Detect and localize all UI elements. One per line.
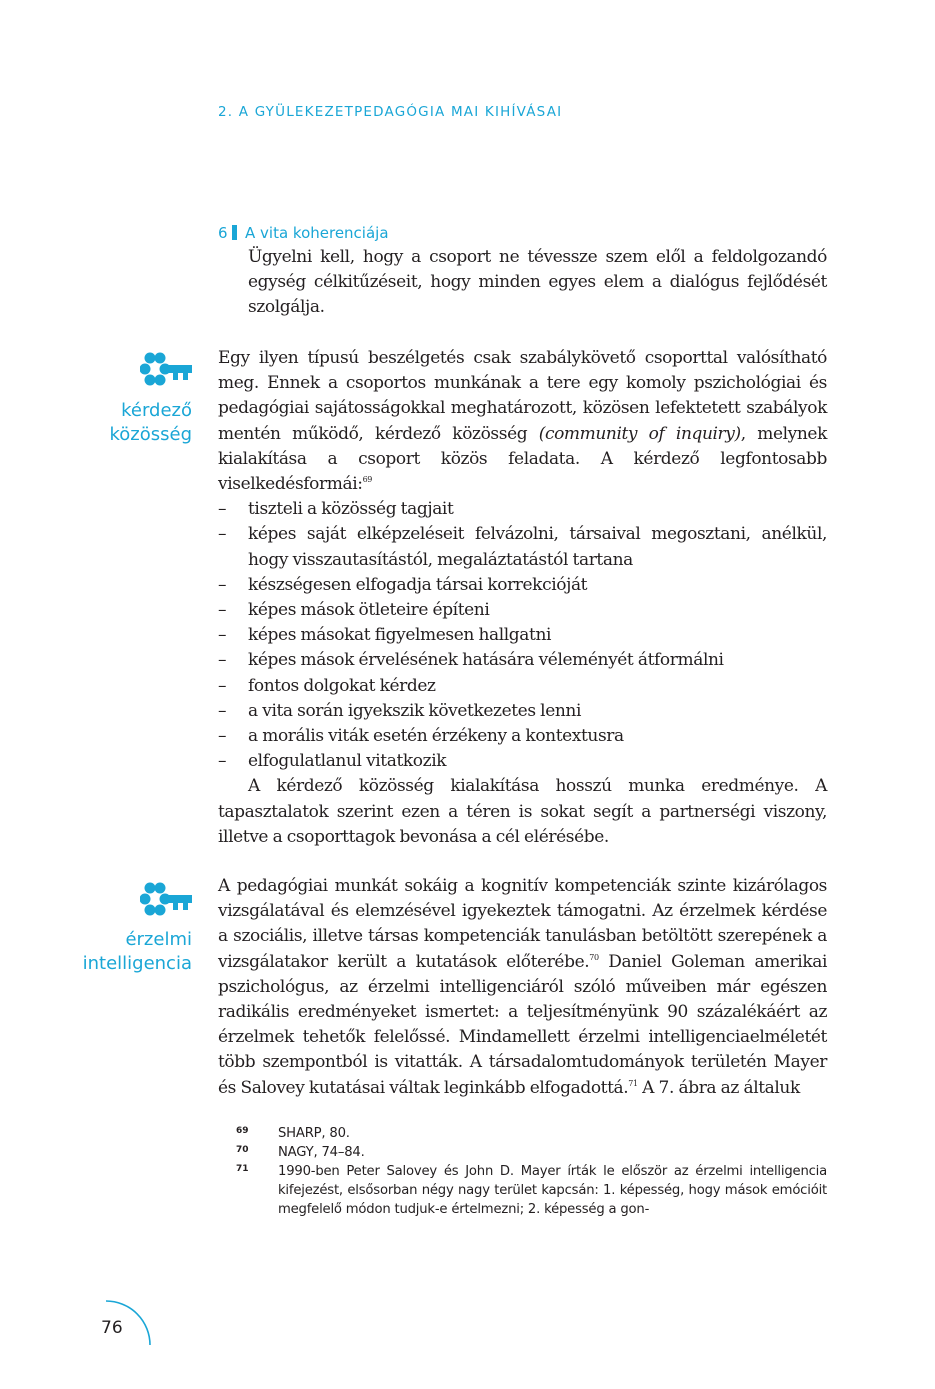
section-text (248, 245, 827, 321)
margin-note-community: kérdező közösség (109, 400, 192, 445)
footnote-ref-69[interactable]: 69 (362, 475, 372, 485)
footnote-71 (236, 1162, 827, 1219)
list-item: – tiszteli a közösség tagjait (218, 497, 827, 522)
main-text-block-2 (218, 874, 827, 1101)
list-item: – képes saját elképzeléseit felvázolni, társaival megosztani, anélkül, hogy visszautasítástól, megaláztatástól tartana (218, 522, 827, 572)
key-icon (140, 350, 192, 388)
footnote-ref-71[interactable]: 71 (628, 1078, 638, 1088)
list-item: – fontos dolgokat kérdez (218, 674, 827, 699)
paragraph-conclusion: A kérdező közösség kialakítása hosszú munka eredménye. A tapasztalatok szerint ezen a téren is sokat segít a partnerségi viszony, illetve a csoporttagok bevonása a cél elérésébe. (218, 776, 827, 847)
footnote-number: 70 (236, 1145, 249, 1155)
footnote-text: 1990-ben Peter Salovey és John D. Mayer írták le először az érzelmi intelligencia kifejezést, elsősorban négy nagy terület kapcsán: 1. képesség, hogy mások emócióit megfelelő módon tudjuk-e értelmezni; 2. képesség a gon- (278, 1164, 827, 1217)
footnote-ref-70[interactable]: 70 (589, 952, 599, 962)
footnote-number: 71 (236, 1164, 249, 1174)
footnote-text: SHARP, 80. (278, 1126, 350, 1141)
section-paragraph: Ügyelni kell, hogy a csoport ne tévessze szem elől a feldolgozandó egység célkitűzéseit, hogy minden egyes elem a dialógus fejlődését szolgálja. (248, 247, 827, 318)
list-item: – elfogulatlanul vitatkozik (218, 749, 827, 774)
section-number: 6 (218, 224, 228, 242)
running-head: 2. A GYÜLEKEZETPEDAGÓGIA MAI KIHÍVÁSAI (218, 104, 563, 120)
behaviour-list (218, 497, 827, 774)
list-item: – képes másokat figyelmesen hallgatni (218, 623, 827, 648)
section-heading (218, 224, 389, 242)
margin-note-emotional-intelligence: érzelmi intelligencia (82, 929, 192, 974)
list-item: – a vita során igyekszik következetes lenni (218, 699, 827, 724)
footnote-69 (236, 1124, 827, 1143)
italic-term: (community of inquiry) (538, 423, 741, 444)
page-number: 76 (101, 1318, 123, 1338)
section-bar (232, 225, 237, 240)
list-item: – képes mások ötleteire építeni (218, 598, 827, 623)
footnote-text: NAGY, 74–84. (278, 1145, 365, 1160)
list-item: – készségesen elfogadja társai korrekcióját (218, 573, 827, 598)
list-item: – a morális viták esetén érzékeny a kontextusra (218, 724, 827, 749)
paragraph-community: Egy ilyen típusú beszélgetés csak szabálykövető csoporttal valósítható meg. Ennek a csoportos munkának a tere egy komoly pszichológiai és pedagógiai sajátosságokkal meghatározott, közösen lefektetett szabályok mentén működő, kérdező közösség (community of inquiry), melynek kialakítása a csoport közös feladata. A kérdező legfontosabb viselkedésformái:$^{69}$ (218, 348, 827, 495)
key-icon (140, 880, 192, 918)
paragraph-emotional-intelligence: A pedagógiai munkát sokáig a kognitív kompetenciák szinte kizárólagos vizsgálatával és elemzésével igyekeztek támogatni. Az érzelmek kérdése a szociális, illetve társas kompetenciák tanulásban betöltött szerepének a vizsgálatakor került a kutatások előterébe.$^{70}$ Daniel Goleman amerikai pszichológus, az érzelmi intelligenciáról szóló műveiben már egészen radikális eredményeket ismertet: a teljesítményünk 90 százalékáért az érzelmek tehetők felelőssé. Mindamellett érzelmi intelligenciaelméletét több szempontból is vitatták. A társadalomtudományok területén Mayer és Salovey kutatásai váltak leginkább elfogadottá.$^{71}$ A 7. ábra az általuk (218, 876, 827, 1098)
list-item: – képes mások érvelésének hatására véleményét átformálni (218, 648, 827, 673)
footnote-number: 69 (236, 1126, 249, 1136)
main-text-block-1 (218, 346, 827, 850)
footnote-70 (236, 1143, 827, 1162)
section-title: A vita koherenciája (245, 224, 389, 242)
footnotes (236, 1124, 827, 1219)
